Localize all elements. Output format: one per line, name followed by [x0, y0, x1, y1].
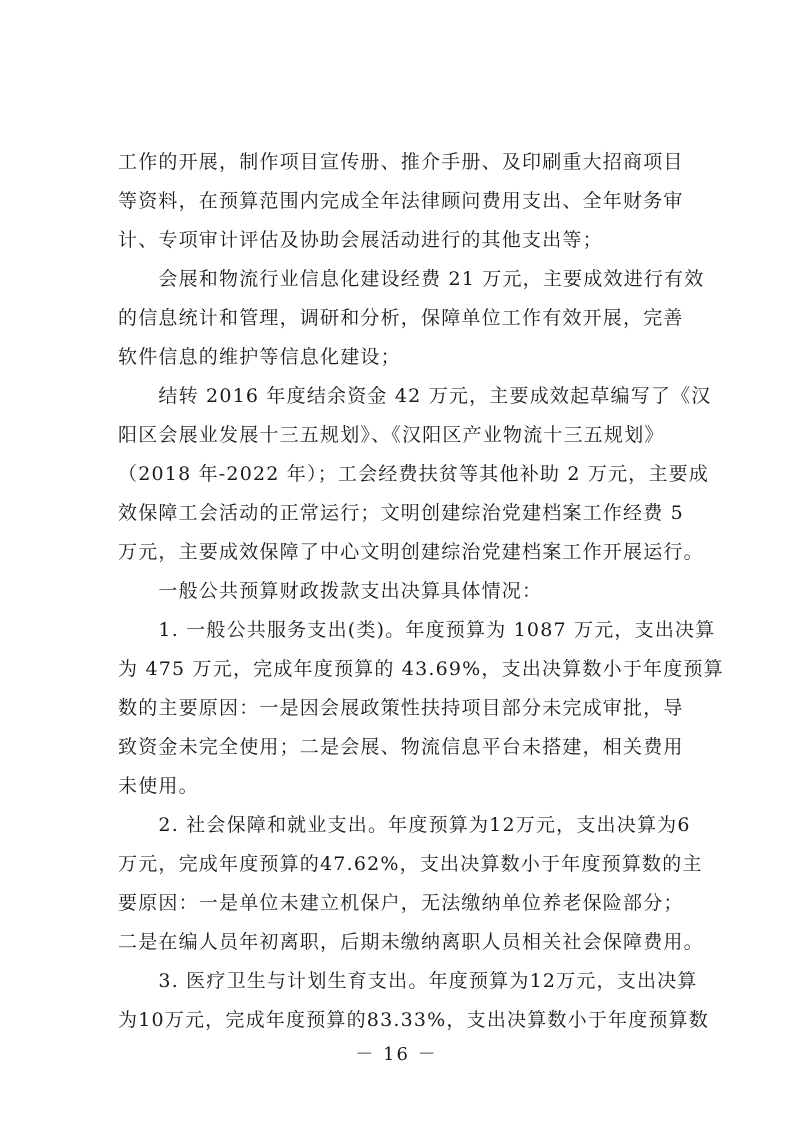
text-line: 为 475 万元，完成年度预算的 43.69%，支出决算数小于年度预算	[118, 658, 724, 680]
text-line: 2. 社会保障和就业支出。年度预算为12万元，支出决算为6	[118, 814, 691, 836]
text-line: 的信息统计和管理，调研和分析，保障单位工作有效开展，完善	[118, 307, 684, 329]
text-line: 结转 2016 年度结余资金 42 万元，主要成效起草编写了《汉	[118, 385, 712, 407]
text-line: 阳区会展业发展十三五规划》、《汉阳区产业物流十三五规划》	[118, 424, 665, 446]
text-line: 为10万元，完成年度预算的83.33%，支出决算数小于年度预算数	[118, 1009, 710, 1031]
text-line: 要原因：一是单位未建立机保户，无法缴纳单位养老保险部分；	[118, 892, 684, 914]
text-line: 工作的开展，制作项目宣传册、推介手册、及印刷重大招商项目	[118, 151, 684, 173]
text-line: 数的主要原因：一是因会展政策性扶持项目部分未完成审批，导	[118, 697, 684, 719]
text-line: 一般公共预算财政拨款支出决算具体情况：	[118, 580, 543, 602]
text-line: 万元，主要成效保障了中心文明创建综治党建档案工作开展运行。	[118, 541, 704, 563]
text-line: 等资料，在预算范围内完成全年法律顾问费用支出、全年财务审	[118, 190, 684, 212]
text-line: （2018 年-2022 年）；工会经费扶贫等其他补助 2 万元，主要成	[118, 463, 710, 485]
text-line: 效保障工会活动的正常运行；文明创建综治党建档案工作经费 5	[118, 502, 684, 524]
text-line: 会展和物流行业信息化建设经费 21 万元，主要成效进行有效	[118, 268, 705, 290]
text-line: 致资金未完全使用；二是会展、物流信息平台未搭建，相关费用	[118, 736, 684, 758]
text-line: 二是在编人员年初离职，后期未缴纳离职人员相关社会保障费用。	[118, 931, 704, 953]
text-line: 软件信息的维护等信息化建设；	[118, 346, 401, 368]
page-number: － 16 －	[355, 1044, 438, 1065]
text-line: 1. 一般公共服务支出(类)。年度预算为 1087 万元，支出决算	[118, 619, 716, 641]
text-line: 未使用。	[118, 775, 199, 797]
text-line: 计、专项审计评估及协助会展活动进行的其他支出等；	[118, 229, 603, 251]
text-line: 3. 医疗卫生与计划生育支出。年度预算为12万元，支出决算	[118, 970, 698, 992]
document-body	[118, 143, 724, 1040]
text-line: 万元，完成年度预算的47.62%，支出决算数小于年度预算数的主	[118, 853, 703, 875]
